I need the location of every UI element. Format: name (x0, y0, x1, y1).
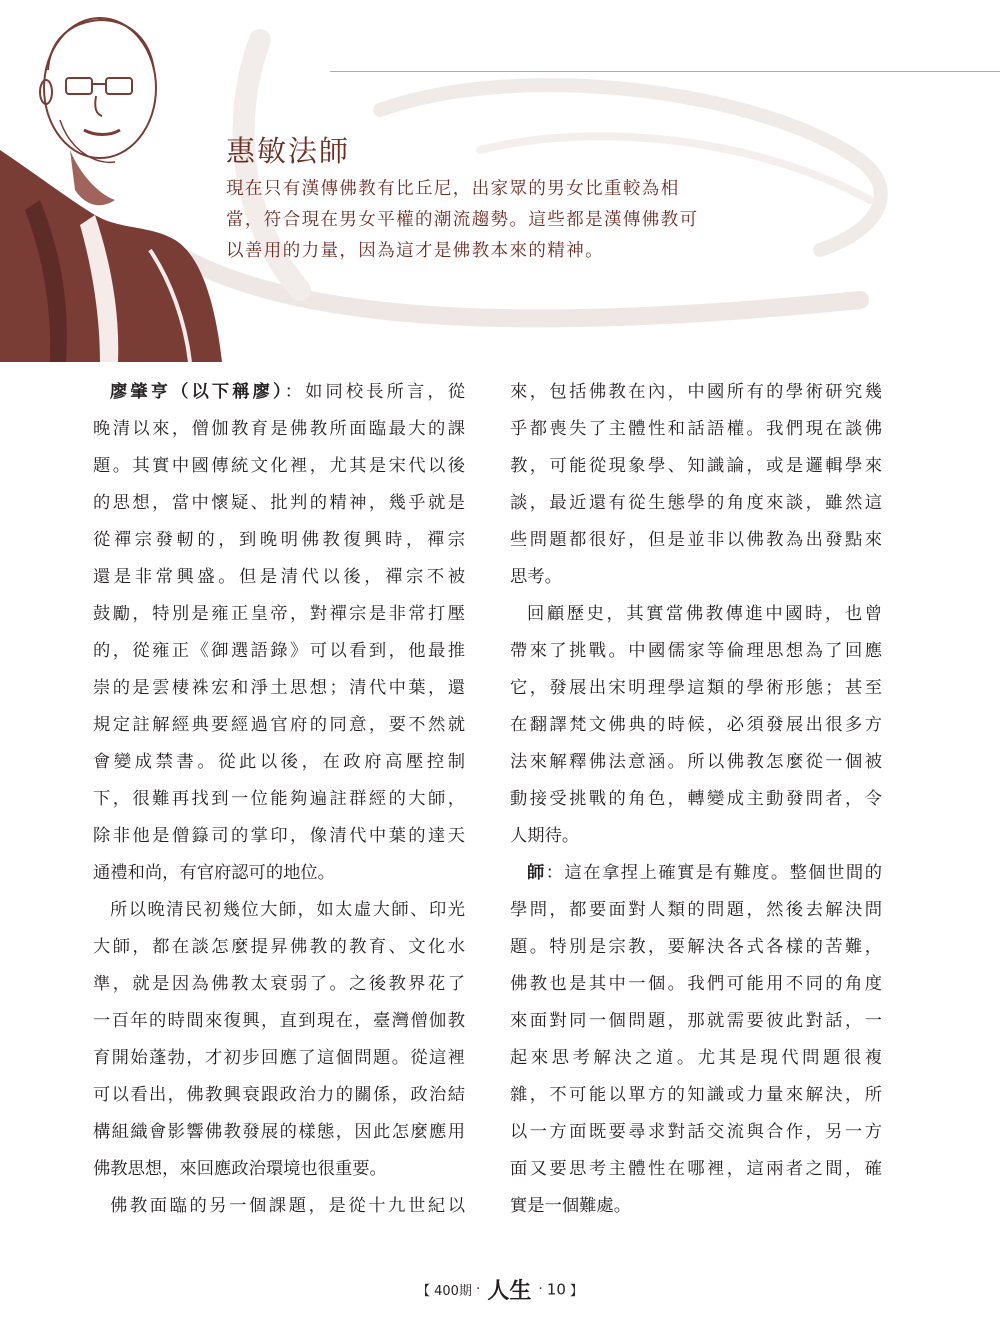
text-line: 乎都喪失了主體性和話語權。我們現在談佛 (510, 419, 882, 439)
text-line: 它，發展出宋明理學這類的學術形態；甚至 (510, 678, 882, 698)
text-line: 在翻譯梵文佛典的時候，必須發展出很多方 (510, 715, 882, 735)
text-line: 以一方面既要尋求對話交流與合作，另一方 (510, 1122, 882, 1142)
text-line: 廖肇亨（以下稱廖）：如同校長所言，從 (110, 382, 465, 402)
text-line: 崇的是雲棲袾宏和淨土思想；清代中葉，還 (93, 678, 465, 698)
text-line: 面又要思考主體性在哪裡，這兩者之間，確 (510, 1159, 882, 1179)
text-line: 所以晚清民初幾位大師，如太虛大師、印光 (110, 900, 465, 920)
issue-number: 400期 (434, 1284, 472, 1299)
quote-line: 以善用的力量，因為這才是佛教本來的精神。 (226, 241, 604, 261)
text-line: 雜，不可能以單方的知識或力量來解決，所 (510, 1085, 882, 1105)
text-line: 回顧歷史，其實當佛教傳進中國時，也曾 (527, 604, 882, 624)
text-line: 一百年的時間來復興，直到現在，臺灣僧伽教 (93, 1011, 465, 1031)
text-line: 動接受挑戰的角色，轉變成主動發問者，令 (510, 789, 882, 809)
text-line: 學問，都要面對人類的問題，然後去解決問 (510, 900, 882, 920)
text-line: 可以看出，佛教興衰跟政治力的關係，政治結 (93, 1085, 465, 1105)
text-line: 思考。 (510, 567, 562, 587)
text-line: 起來思考解決之道。尤其是現代問題很複 (510, 1048, 882, 1068)
footer-dot: · (476, 1282, 481, 1297)
text-line: 鼓勵，特別是雍正皇帝，對禪宗是非常打壓 (93, 604, 465, 624)
footer-dot: · (538, 1282, 543, 1297)
text-line: 來面對同一個問題，那就需要彼此對話，一 (510, 1011, 882, 1031)
text-line: 會變成禁書。從此以後，在政府高壓控制 (93, 752, 465, 772)
text-line: 的思想，當中懷疑、批判的精神，幾乎就是 (93, 493, 465, 513)
speaker-label: 廖肇亨（以下稱廖） (110, 382, 285, 402)
text-line: 題。其實中國傳統文化裡，尤其是宋代以後 (93, 456, 465, 476)
pull-quote (226, 132, 786, 267)
text-line: 的，從雍正《御選語錄》可以看到，他最推 (93, 641, 465, 661)
page-footer (0, 1274, 1000, 1304)
text-line: 從禪宗發軔的，到晚明佛教復興時，禪宗 (93, 530, 465, 550)
text-line: 些問題都很好，但是並非以佛教為出發點來 (510, 530, 882, 550)
text-line: 規定註解經典要經過官府的同意，要不然就 (93, 715, 465, 735)
text-line: 還是非常興盛。但是清代以後，禪宗不被 (93, 567, 465, 587)
text-line: 準，就是因為佛教太衰弱了。之後教界花了 (93, 974, 465, 994)
text-line: 佛教思想，來回應政治環境也很重要。 (93, 1159, 387, 1179)
text-line: 法來解釋佛法意涵。所以佛教怎麼從一個被 (510, 752, 882, 772)
text-line: 教，可能從現象學、知識論，或是邏輯學來 (510, 456, 882, 476)
text-line: 帶來了挑戰。中國儒家等倫理思想為了回應 (510, 641, 882, 661)
text-line: 晚清以來，僧伽教育是佛教所面臨最大的課 (93, 419, 465, 439)
magazine-logo: 人生 (487, 1278, 532, 1304)
text-line: 人期待。 (510, 826, 580, 846)
text-line: 題。特別是宗教，要解決各式各樣的苦難， (510, 937, 882, 957)
text-line: 大師，都在談怎麼提昇佛教的教育、文化水 (93, 937, 465, 957)
text-line: 談，最近還有從生態學的角度來談，雖然這 (510, 493, 882, 513)
header-rule (330, 71, 1000, 72)
footer-bracket-open: 【 (416, 1284, 430, 1299)
quote-line: 當，符合現在男女平權的潮流趨勢。這些都是漢傳佛教可 (226, 210, 699, 230)
text-line: 來，包括佛教在內，中國所有的學術研究幾 (510, 382, 882, 402)
left-column (93, 374, 465, 1225)
page-number: 10 (546, 1280, 566, 1299)
footer-bracket-close: 】 (570, 1284, 584, 1299)
text-line: 育開始蓬勃，才初步回應了這個問題。從這裡 (93, 1048, 465, 1068)
text-line: 師：這在拿捏上確實是有難度。整個世間的 (527, 863, 882, 883)
speaker-label: 師 (527, 863, 546, 883)
quote-line: 現在只有漢傳佛教有比丘尼，出家眾的男女比重較為相 (226, 179, 680, 199)
text-line: 下，很難再找到一位能夠遍註群經的大師， (93, 789, 465, 809)
text-line: 實是一個難處。 (510, 1196, 631, 1216)
portrait-illustration (0, 0, 232, 362)
text-line: 除非他是僧籙司的掌印，像清代中葉的達天 (93, 826, 465, 846)
right-column (510, 374, 882, 1225)
quote-speaker-name: 惠敏法師 (226, 134, 351, 168)
text-line: 佛教也是其中一個。我們可能用不同的角度 (510, 974, 882, 994)
text-line: 通禮和尚，有官府認可的地位。 (93, 863, 335, 883)
text-line: 佛教面臨的另一個課題，是從十九世紀以 (110, 1196, 465, 1216)
text-line: 構組織會影響佛教發展的樣態，因此怎麼應用 (93, 1122, 465, 1142)
